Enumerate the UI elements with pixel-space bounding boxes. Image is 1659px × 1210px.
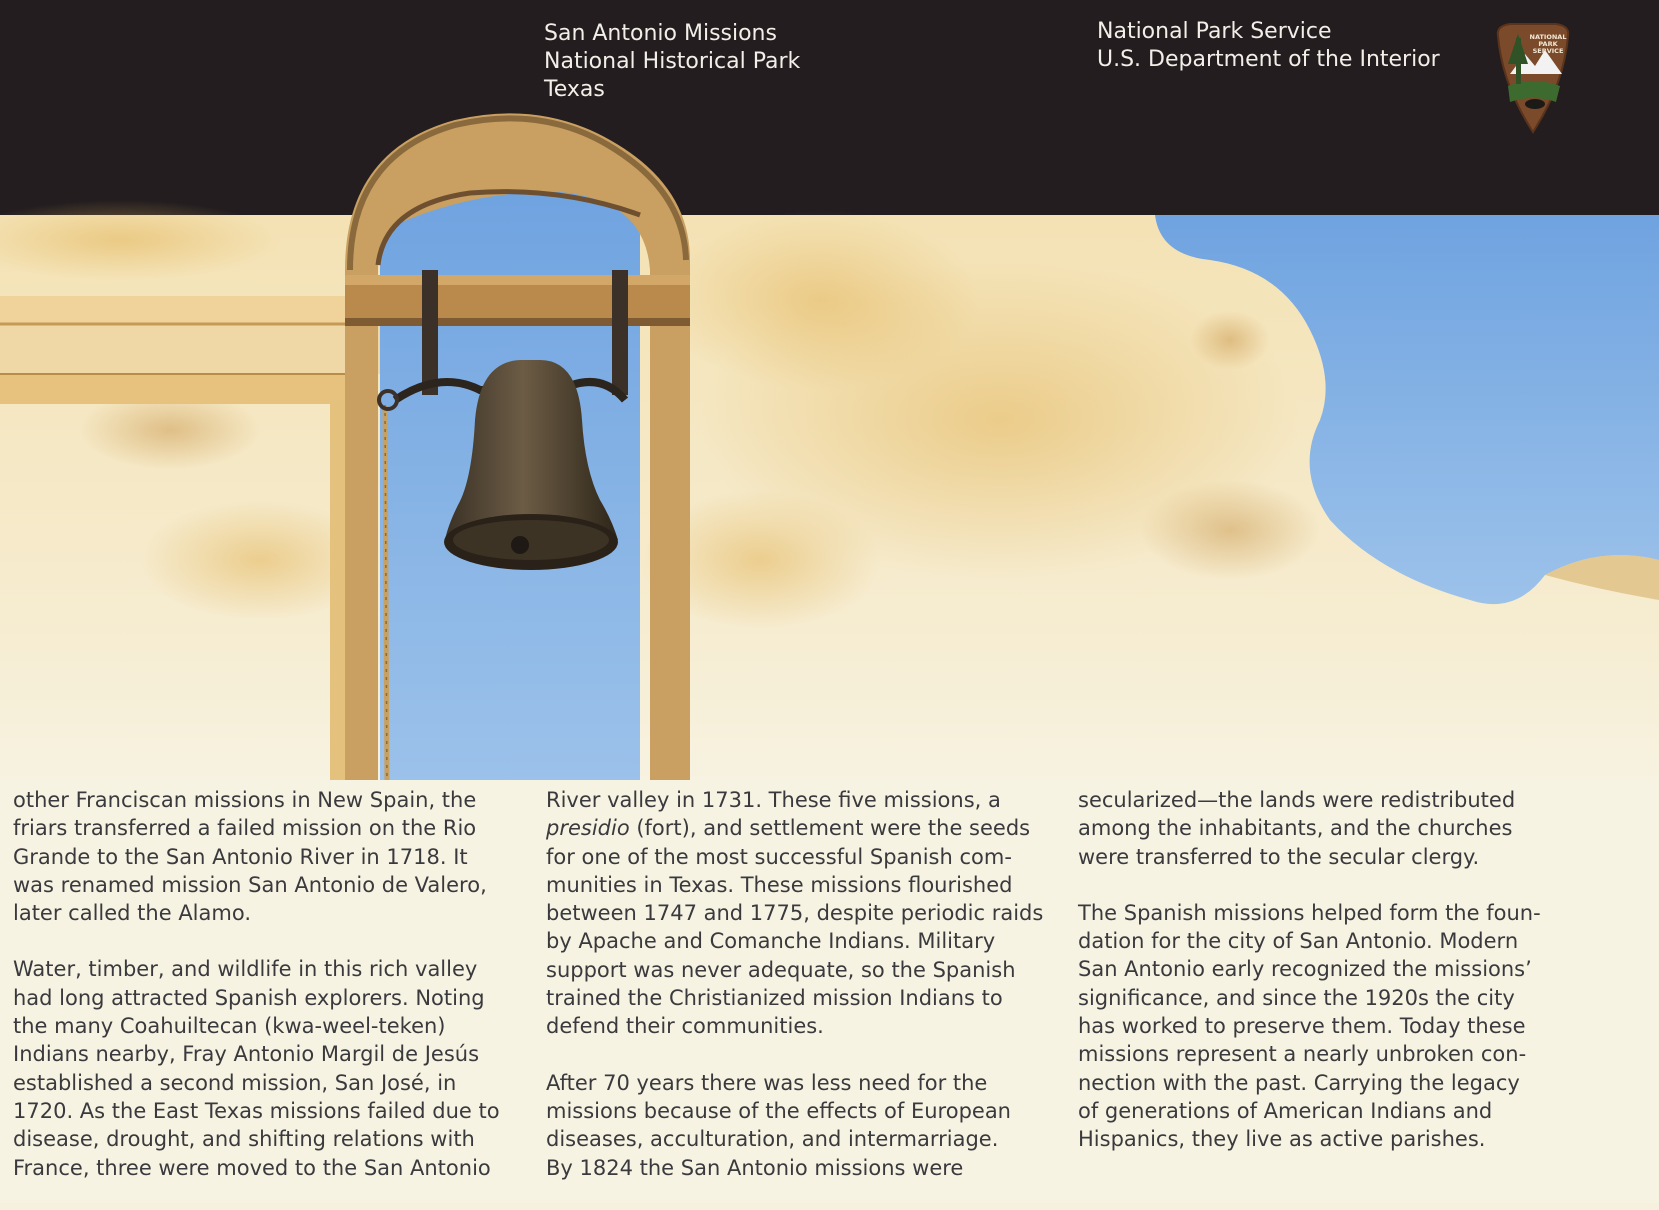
park-state-line: Texas xyxy=(544,77,605,102)
park-name-line: San Antonio Missions xyxy=(544,21,777,46)
emblem-text-national: NATIONAL xyxy=(1529,33,1567,41)
text-line: among the inhabitants, and the churches xyxy=(1078,816,1513,841)
text-line: munities in Texas. These missions flourished xyxy=(546,872,1013,897)
nps-arrowhead-logo xyxy=(1490,14,1576,134)
column-3-paragraph-2 xyxy=(1078,899,1598,1154)
text-line: established a second mission, San José, in xyxy=(13,1070,457,1095)
text-line: disease, drought, and shifting relations with xyxy=(13,1127,475,1152)
column-2-paragraph-2 xyxy=(546,1069,1056,1182)
text-line: San Antonio early recognized the missions’ xyxy=(1078,957,1532,982)
text-line: secularized—the lands were redistributed xyxy=(1078,788,1516,812)
text-line: other Franciscan missions in New Spain, the xyxy=(13,788,477,812)
text-line: The Spanish missions helped form the foun- xyxy=(1078,900,1541,925)
text-line: 1720. As the East Texas missions failed due to xyxy=(13,1098,500,1123)
text-line: defend their communities. xyxy=(546,1014,824,1039)
emblem-text-park: PARK xyxy=(1538,40,1558,48)
text-line: support was never adequate, so the Spanish xyxy=(546,957,1016,982)
text-line: nection with the past. Carrying the legacy xyxy=(1078,1070,1520,1095)
text-column-3 xyxy=(1078,786,1598,1182)
text-line: had long attracted Spanish explorers. Noting xyxy=(13,985,485,1010)
text-line: Hispanics, they live as active parishes. xyxy=(1078,1127,1486,1152)
agency-name-line: National Park Service xyxy=(1097,19,1332,44)
text-line: were transferred to the secular clergy. xyxy=(1078,844,1480,869)
park-title xyxy=(544,20,800,104)
text-line: friars transferred a failed mission on the Rio xyxy=(13,816,477,841)
column-1-paragraph-2 xyxy=(13,955,523,1181)
text-line: has worked to preserve them. Today these xyxy=(1078,1014,1526,1039)
text-line: Water, timber, and wildlife in this rich valley xyxy=(13,957,478,982)
text-line: missions because of the effects of European xyxy=(546,1098,1011,1123)
text-line: later called the Alamo. xyxy=(13,901,251,926)
text-line: diseases, acculturation, and intermarriage. xyxy=(546,1127,999,1152)
text-line: After 70 years there was less need for the xyxy=(546,1070,988,1095)
column-3-paragraph-1 xyxy=(1078,786,1598,871)
department-line: U.S. Department of the Interior xyxy=(1097,47,1440,72)
column-1-paragraph-1 xyxy=(13,786,523,927)
text-line: for one of the most successful Spanish com- xyxy=(546,844,1012,869)
park-type-line: National Historical Park xyxy=(544,49,801,74)
text-line: was renamed mission San Antonio de Valero, xyxy=(13,872,487,897)
text-line: trained the Christianized mission Indians to xyxy=(546,986,1003,1011)
agency-title xyxy=(1097,18,1440,74)
text-line: presidio (fort), and settlement were the seeds xyxy=(546,816,1031,841)
text-column-2 xyxy=(546,786,1056,1210)
text-line: the many Coahuiltecan (kwa-weel-teken) xyxy=(13,1014,446,1039)
text-line: missions represent a nearly unbroken con- xyxy=(1078,1042,1527,1067)
text-column-1 xyxy=(13,786,523,1210)
text-line: significance, and since the 1920s the city xyxy=(1078,985,1515,1010)
text-line: By 1824 the San Antonio missions were xyxy=(546,1155,964,1180)
text-line: by Apache and Comanche Indians. Military xyxy=(546,929,996,954)
column-2-paragraph-1 xyxy=(546,786,1056,1041)
text-line: Grande to the San Antonio River in 1718. It xyxy=(13,844,468,869)
text-line: River valley in 1731. These five missions, a xyxy=(546,788,1001,812)
emblem-text-service: SERVICE xyxy=(1532,47,1564,55)
text-line: of generations of American Indians and xyxy=(1078,1098,1493,1123)
text-line: France, three were moved to the San Antonio xyxy=(13,1155,491,1180)
text-line: dation for the city of San Antonio. Modern xyxy=(1078,929,1519,954)
text-line: Indians nearby, Fray Antonio Margil de Jesús xyxy=(13,1042,480,1067)
text-line: between 1747 and 1775, despite periodic raids xyxy=(546,901,1044,926)
